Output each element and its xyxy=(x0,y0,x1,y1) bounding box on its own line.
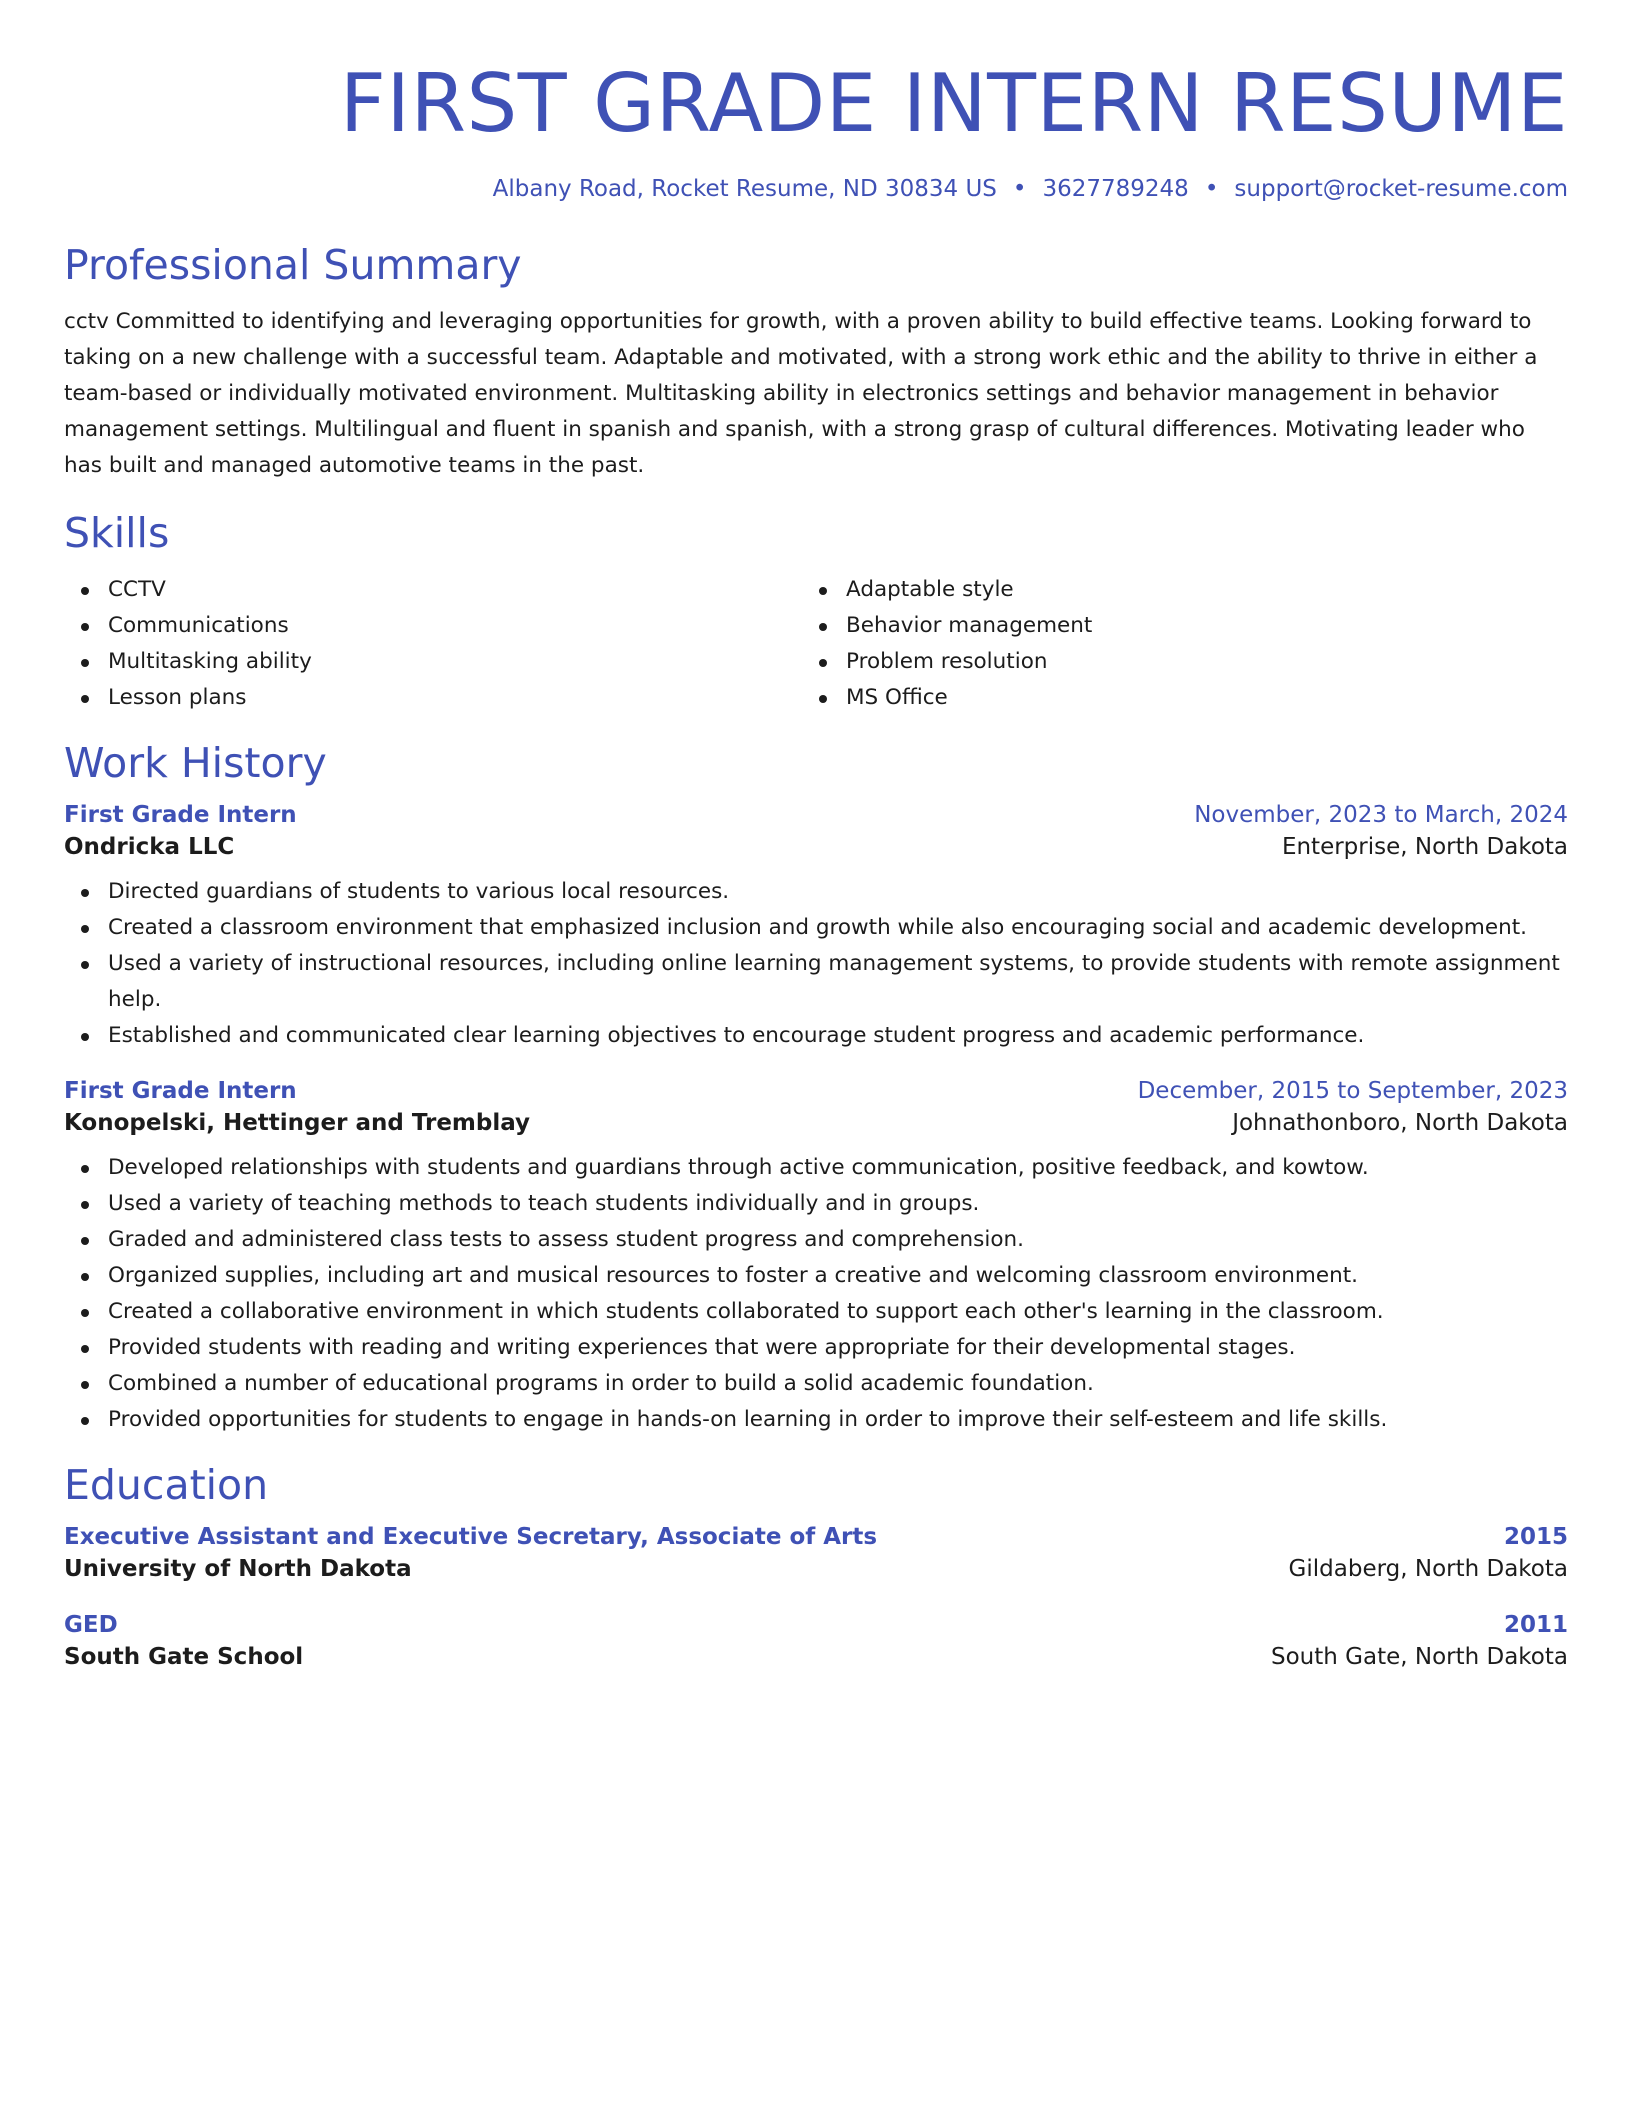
skills-grid xyxy=(64,572,1568,716)
education-location: Gildaberg, North Dakota xyxy=(1288,1556,1568,1582)
job-duty: Directed guardians of students to various local resources. xyxy=(64,874,1568,910)
skills-right-list xyxy=(802,572,1540,716)
job-title: First Grade Intern xyxy=(64,1078,297,1104)
address: Albany Road, Rocket Resume, ND 30834 US xyxy=(492,176,997,202)
summary-text: cctv Committed to identifying and leveraging opportunities for growth, with a proven ability to build effective teams. Looking forward to taking on a new challenge with a successful team. Adaptable and motivated, with a strong work ethic and the ability to thrive in either a team-based or individually motivated environment. Multitasking ability in electronics settings and behavior management in behavior management settings. Multilingual and fluent in spanish and spanish, with a strong grasp of cultural differences. Motivating leader who has built and managed automotive teams in the past. xyxy=(64,309,1538,478)
skills-heading: Skills xyxy=(64,509,170,557)
email-link[interactable]: support@rocket-resume.com xyxy=(1234,176,1568,202)
education-school: University of North Dakota xyxy=(64,1556,412,1582)
education-location: South Gate, North Dakota xyxy=(1271,1644,1568,1670)
skill-item: Multitasking ability xyxy=(64,644,802,680)
skill-item: Problem resolution xyxy=(802,644,1540,680)
skill-item: Behavior management xyxy=(802,608,1540,644)
skills-section xyxy=(64,508,1568,716)
skills-left-list xyxy=(64,572,802,716)
education-entry xyxy=(64,1524,1568,1582)
skill-item: Adaptable style xyxy=(802,572,1540,608)
job-dates: November, 2023 to March, 2024 xyxy=(1194,802,1568,828)
job-company-row xyxy=(64,1110,1568,1136)
job-company: Ondricka LLC xyxy=(64,834,235,860)
job-duty: Graded and administered class tests to assess student progress and comprehension. xyxy=(64,1222,1568,1258)
separator-dot: • xyxy=(1012,176,1027,202)
job-location: Enterprise, North Dakota xyxy=(1281,834,1568,860)
work-history-heading: Work History xyxy=(64,739,327,787)
job-title: First Grade Intern xyxy=(64,802,297,828)
education-school-row xyxy=(64,1556,1568,1582)
job-duty: Combined a number of educational programs in order to build a solid academic foundation. xyxy=(64,1366,1568,1402)
education-section xyxy=(64,1460,1568,1670)
summary-heading: Professional Summary xyxy=(64,241,522,289)
education-degree-row xyxy=(64,1524,1568,1550)
job-location: Johnathonboro, North Dakota xyxy=(1232,1110,1568,1136)
education-school-row xyxy=(64,1644,1568,1670)
skill-item: CCTV xyxy=(64,572,802,608)
education-degree-row xyxy=(64,1612,1568,1638)
job-company-row xyxy=(64,834,1568,860)
separator-dot: • xyxy=(1204,176,1219,202)
work-history-section xyxy=(64,738,1568,1438)
education-year: 2015 xyxy=(1503,1524,1568,1550)
contact-line xyxy=(64,174,1568,204)
job-duty: Used a variety of instructional resources, including online learning management systems, to provide students with remote assignment help. xyxy=(64,946,1568,1018)
job-duty: Provided students with reading and writing experiences that were appropriate for their developmental stages. xyxy=(64,1330,1568,1366)
summary-section xyxy=(64,240,1568,484)
job-entry xyxy=(64,1078,1568,1438)
education-degree: Executive Assistant and Executive Secretary, Associate of Arts xyxy=(64,1524,878,1550)
job-title-row xyxy=(64,802,1568,828)
skill-item: MS Office xyxy=(802,680,1540,716)
job-duties-list xyxy=(64,1150,1568,1438)
job-entry xyxy=(64,802,1568,1054)
education-degree: GED xyxy=(64,1612,118,1638)
job-title-row xyxy=(64,1078,1568,1104)
job-duties-list xyxy=(64,874,1568,1054)
job-duty: Established and communicated clear learning objectives to encourage student progress and academic performance. xyxy=(64,1018,1568,1054)
job-duty: Created a classroom environment that emphasized inclusion and growth while also encouraging social and academic development. xyxy=(64,910,1568,946)
education-heading: Education xyxy=(64,1461,269,1509)
skill-item: Communications xyxy=(64,608,802,644)
education-school: South Gate School xyxy=(64,1644,304,1670)
job-duty: Provided opportunities for students to engage in hands-on learning in order to improve their self-esteem and life skills. xyxy=(64,1402,1568,1438)
job-company: Konopelski, Hettinger and Tremblay xyxy=(64,1110,531,1136)
education-entry xyxy=(64,1612,1568,1670)
job-dates: December, 2015 to September, 2023 xyxy=(1137,1078,1568,1104)
job-duty: Organized supplies, including art and musical resources to foster a creative and welcoming classroom environment. xyxy=(64,1258,1568,1294)
education-year: 2011 xyxy=(1503,1612,1568,1638)
phone: 3627789248 xyxy=(1042,176,1189,202)
resume-title: FIRST GRADE INTERN RESUME xyxy=(339,57,1568,150)
job-duty: Created a collaborative environment in which students collaborated to support each other's learning in the classroom. xyxy=(64,1294,1568,1330)
job-duty: Used a variety of teaching methods to teach students individually and in groups. xyxy=(64,1186,1568,1222)
skill-item: Lesson plans xyxy=(64,680,802,716)
job-duty: Developed relationships with students and guardians through active communication, positive feedback, and kowtow. xyxy=(64,1150,1568,1186)
